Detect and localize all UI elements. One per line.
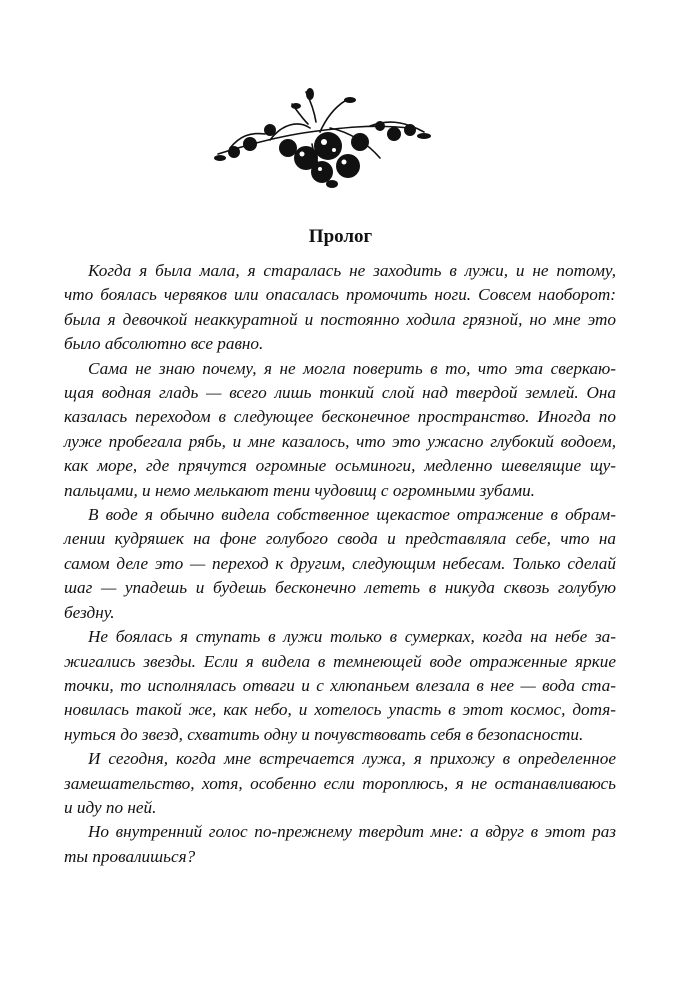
text-line: новилась такой же, как небо, и хотелось упасть в этот космос, дотя- bbox=[64, 700, 616, 720]
text-line: было абсолютно все равно. bbox=[64, 334, 264, 354]
text-line: и иду по ней. bbox=[64, 797, 157, 817]
text-line: щая водная гладь — всего лишь тонкий слой над твердой землей. Она bbox=[64, 383, 616, 403]
text-line: нуться до звезд, схватить одну и почувствовать себя в безопасности. bbox=[64, 724, 584, 744]
text-line: Но внутренний голос по-прежнему твердит мне: а вдруг в этот раз bbox=[88, 822, 616, 842]
text-line: казалась переходом в следующее бесконечное пространство. Иногда по bbox=[64, 407, 616, 427]
text-line: лении кудряшек на фоне голубого свода и представляла себе, что на bbox=[64, 529, 616, 549]
text-line: была я девочкой неаккуратной и постоянно ходила грязной, но мне это bbox=[64, 309, 616, 329]
text-line: точки, то исполнялась отваги и с хлюпаньем влезала в нее — вода ста- bbox=[64, 675, 616, 695]
chapter-title: Пролог bbox=[308, 226, 373, 247]
text-line: самом деле это — переход к другим, следующим небесам. Только сделай bbox=[64, 553, 616, 573]
text-line: пальцами, и немо мелькают тени чудовищ с огромными зубами. bbox=[64, 480, 535, 500]
text-line: что боялась червяков или опасалась промочить ноги. Совсем наоборот: bbox=[64, 285, 616, 305]
text-line: Когда я была мала, я старалась не заходить в лужи, и не потому, bbox=[88, 261, 616, 280]
text-line: Сама не знаю почему, я не могла поверить в то, что эта сверкаю- bbox=[88, 358, 616, 378]
text-line: луже пробегала рябь, и мне казалось, что это ужасно глубокий водоем, bbox=[64, 431, 616, 451]
text-line: как море, где прячутся огромные осьминоги, медленно шевелящие щу- bbox=[64, 456, 616, 476]
text-line: бездну. bbox=[64, 602, 115, 622]
text-line: жигались звезды. Если я видела в темнеющей воде отраженные яркие bbox=[64, 651, 616, 671]
text-line: шаг — упадешь и будешь бесконечно лететь в никуда сквозь голубую bbox=[64, 578, 616, 598]
text-line: ты провалишься? bbox=[64, 846, 196, 866]
text-line: В воде я обычно видела собственное щекастое отражение в обрам- bbox=[88, 505, 616, 525]
text-line: Не боялась я ступать в лужи только в сумерках, когда на небе за- bbox=[88, 627, 616, 647]
floral-vignette-icon bbox=[210, 84, 435, 194]
text-line: замешательство, хотя, особенно если тороплюсь, я не останавливаюсь bbox=[64, 773, 616, 793]
body-text bbox=[64, 259, 616, 869]
text-line: И сегодня, когда мне встречается лужа, я прихожу в определенное bbox=[88, 749, 616, 769]
